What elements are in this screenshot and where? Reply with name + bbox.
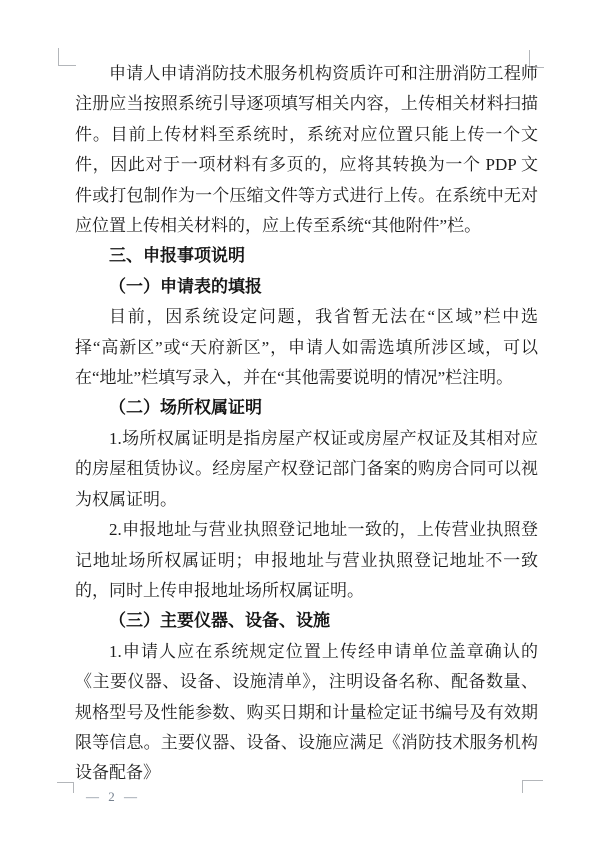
paragraph-ownership-proof-definition: 1.场所权属证明是指房屋产权证或房屋产权证及其相对应的房屋租赁协议。经房屋产权登记部门备案的购房合同可以视为权属证明。: [75, 428, 538, 509]
paragraph-address-consistency: 2.申报地址与营业执照登记地址一致的，上传营业执照登记地址场所权属证明；申报地址与营业执照登记地址不一致的，同时上传申报地址场所权属证明。: [75, 520, 538, 600]
text-boundary-mark-top-left: [58, 48, 76, 66]
section-heading-declaration-notes: 三、申报事项说明: [109, 246, 245, 266]
page-number: — 2 —: [86, 789, 140, 804]
document-body: [75, 59, 538, 789]
subsection-heading-main-equipment: （三）主要仪器、设备、设施: [109, 611, 330, 631]
paragraph-region-selection: 目前，因系统设定问题，我省暂无法在“区域”栏中选择“高新区”或“天府新区”，申请人如需选填所涉区域，可以在“地址”栏填写录入，并在“其他需要说明的情况”栏注明。: [75, 307, 538, 388]
subsection-heading-premises-ownership: （二）场所权属证明: [109, 398, 262, 418]
subsection-heading-application-form: （一）申请表的填报: [109, 276, 262, 296]
text-boundary-mark-bottom-left: [57, 782, 74, 793]
paragraph-upload-instructions: 申请人申请消防技术服务机构资质许可和注册消防工程师注册应当按照系统引导逐项填写相关内容，上传相关材料扫描件。目前上传材料至系统时，系统对应位置只能上传一个文件，因此对于一项材料有多页的，应将其转换为一个 PDP 文件或打包制作为一个压缩文件等方式进行上传。在系统中无对应位置上传相关材料的，应上传至系统“其他附件”栏。: [75, 64, 538, 236]
paragraph-equipment-list-requirements: 1.申请人应在系统规定位置上传经申请单位盖章确认的《主要仪器、设备、设施清单》，注明设备名称、配备数量、规格型号及性能参数、购买日期和计量检定证书编号及有效期限等信息。主要仪器、设备、设施应满足《消防技术服务机构设备配备》: [75, 641, 538, 783]
